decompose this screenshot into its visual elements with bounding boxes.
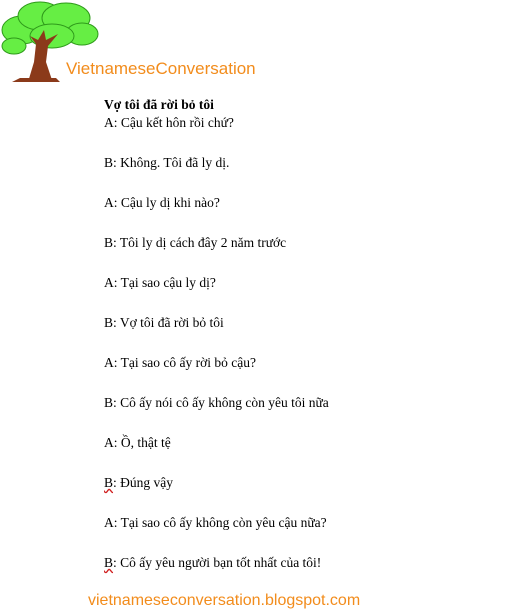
- dialogue-line: [104, 554, 321, 572]
- dialogue-line: [104, 314, 224, 332]
- conversation-title: Vợ tôi đã rời bỏ tôi: [104, 97, 214, 112]
- dialogue-text: : Tại sao cô ấy không còn yêu cậu nữa?: [113, 515, 327, 530]
- dialogue-speaker: B: [104, 395, 114, 410]
- dialogue-text: : Tôi ly dị cách đây 2 năm trước: [113, 235, 287, 250]
- conversation-document: [104, 96, 504, 570]
- dialogue-text: : Tại sao cậu ly dị?: [113, 275, 216, 290]
- dialogue-text: : Cậu kết hôn rồi chứ?: [113, 115, 234, 130]
- dialogue-line: [104, 474, 173, 492]
- dialogue-text: : Cậu ly dị khi nào?: [113, 195, 220, 210]
- dialogue-line: [104, 194, 220, 212]
- dialogue-speaker: B: [104, 555, 114, 570]
- dialogue-speaker: B: [104, 475, 114, 490]
- dialogue-speaker: A: [104, 435, 114, 450]
- site-brand-title: VietnameseConversation: [66, 59, 256, 78]
- dialogue-text: : Vợ tôi đã rời bỏ tôi: [113, 315, 224, 330]
- dialogue-line: [104, 154, 229, 172]
- dialogue-speaker: B: [104, 315, 114, 330]
- dialogue-line: [104, 514, 327, 532]
- dialogue-line: [104, 434, 171, 452]
- dialogue-speaker: A: [104, 515, 114, 530]
- dialogue-text: : Không. Tôi đã ly dị.: [113, 155, 230, 170]
- dialogue-text: : Tại sao cô ấy rời bỏ cậu?: [113, 355, 256, 370]
- dialogue-speaker: A: [104, 115, 114, 130]
- dialogue-line: [104, 234, 286, 252]
- dialogue-speaker: B: [104, 235, 114, 250]
- dialogue-text: : Đúng vậy: [113, 475, 174, 490]
- dialogue-text: : Cô ấy nói cô ấy không còn yêu tôi nữa: [113, 395, 329, 410]
- dialogue-speaker: A: [104, 195, 114, 210]
- dialogue-line: [104, 114, 234, 132]
- dialogue-speaker: B: [104, 155, 114, 170]
- dialogue-speaker: A: [104, 355, 114, 370]
- dialogue-text: : Cô ấy yêu người bạn tốt nhất của tôi!: [113, 555, 322, 570]
- dialogue-line: [104, 274, 216, 292]
- blog-url-link[interactable]: vietnameseconversation.blogspot.com: [88, 592, 361, 609]
- dialogue-line: [104, 354, 256, 372]
- dialogue-speaker: A: [104, 275, 114, 290]
- dialogue-text: : Ồ, thật tệ: [113, 435, 171, 450]
- dialogue-line: [104, 394, 329, 412]
